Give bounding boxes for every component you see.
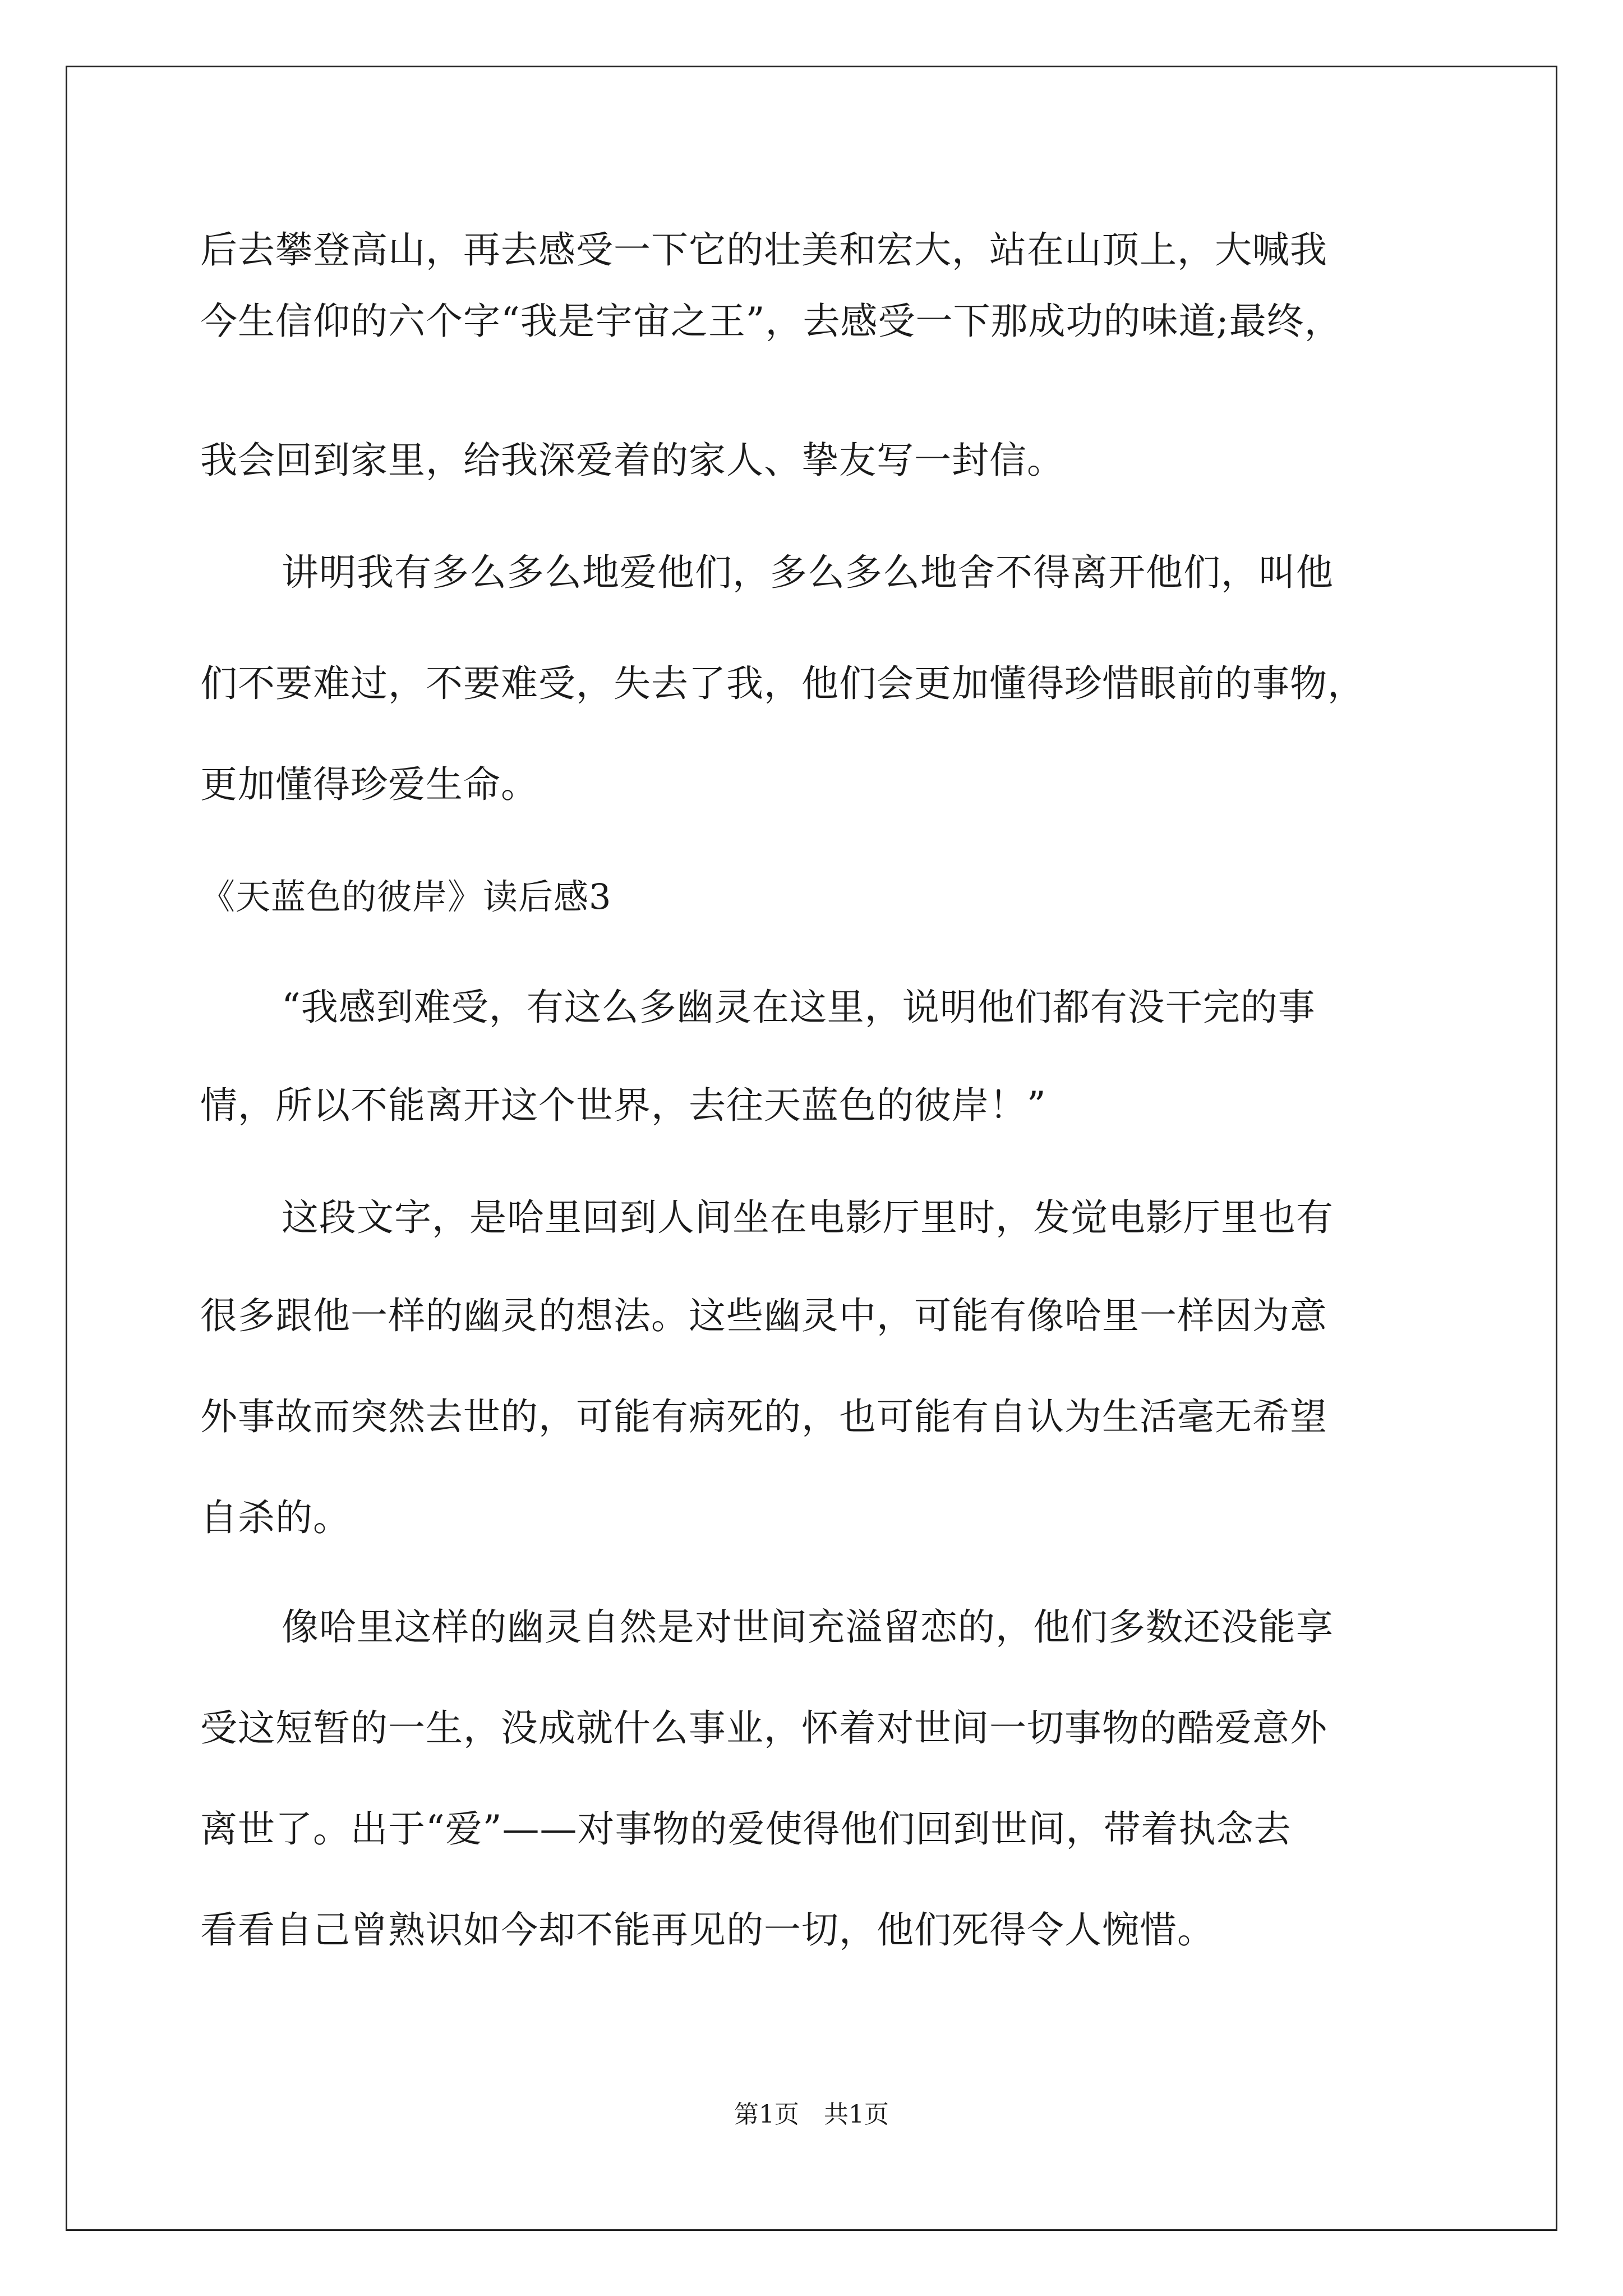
page-footer: 第1页 共1页: [734, 2100, 889, 2129]
paragraph-3-line-2: 情，所以不能离开这个世界，去往天蓝色的彼岸！”: [200, 1084, 1046, 1127]
paragraph-2-line-1: 讲明我有多么多么地爱他们，多么多么地舍不得离开他们，叫他: [282, 551, 1334, 594]
paragraph-1-line-2: 今生信仰的六个字“我是宇宙之王”，去感受一下那成功的味道;最终，: [200, 300, 1342, 343]
page-border: [66, 66, 1557, 2231]
paragraph-5-line-2: 受这短暂的一生，没成就什么事业，怀着对世间一切事物的酷爱意外: [200, 1706, 1327, 1750]
paragraph-4-line-4: 自杀的。: [200, 1496, 351, 1539]
paragraph-1-line-1: 后去攀登高山，再去感受一下它的壮美和宏大，站在山顶上，大喊我: [200, 228, 1327, 272]
paragraph-3-line-1: “我感到难受，有这么多幽灵在这里，说明他们都有没干完的事: [282, 986, 1316, 1029]
paragraph-2-line-3: 更加懂得珍爱生命。: [200, 763, 538, 806]
section-title: 《天蓝色的彼岸》读后感3: [200, 876, 612, 917]
paragraph-4-line-1: 这段文字，是哈里回到人间坐在电影厅里时，发觉电影厅里也有: [282, 1196, 1334, 1239]
paragraph-5-line-4: 看看自己曾熟识如今却不能再见的一切，他们死得令人惋惜。: [200, 1908, 1215, 1952]
paragraph-1-line-3: 我会回到家里，给我深爱着的家人、挚友写一封信。: [200, 439, 1064, 482]
paragraph-2-line-2: 们不要难过，不要难受，失去了我，他们会更加懂得珍惜眼前的事物，: [200, 662, 1365, 705]
paragraph-5-line-3: 离世了。出于“爱”——对事物的爱使得他们回到世间，带着执念去: [200, 1807, 1292, 1851]
paragraph-4-line-2: 很多跟他一样的幽灵的想法。这些幽灵中，可能有像哈里一样因为意: [200, 1294, 1327, 1337]
paragraph-5-line-1: 像哈里这样的幽灵自然是对世间充溢留恋的，他们多数还没能享: [282, 1605, 1334, 1649]
paragraph-4-line-3: 外事故而突然去世的，可能有病死的，也可能有自认为生活毫无希望: [200, 1395, 1327, 1438]
